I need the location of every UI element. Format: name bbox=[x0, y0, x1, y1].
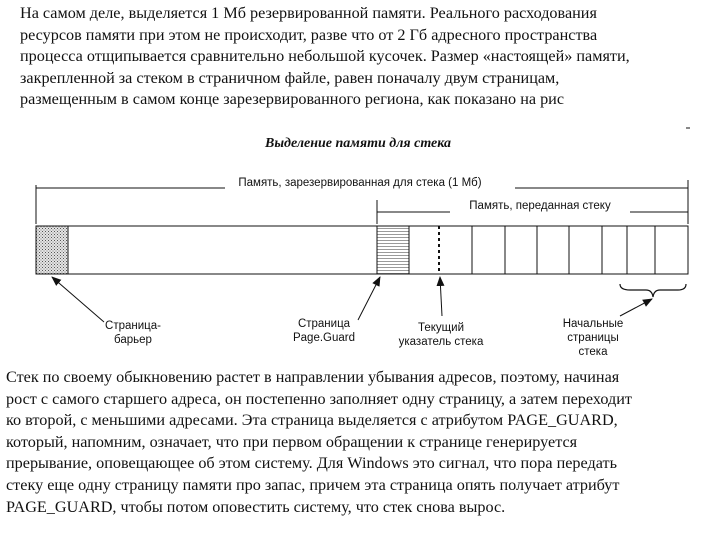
explanation-line: рост с самого старшего адреса, он постепенно заполняет одну страницу, а затем переходит bbox=[6, 389, 632, 408]
intro-line: размещенным в самом конце зарезервированного региона, как показано на рис bbox=[20, 90, 565, 109]
intro-line: На самом деле, выделяется 1 Мб резервированной памяти. Реального расходования bbox=[20, 4, 597, 22]
explanation-line: прерывание, оповещающее об этом систему. Для Windows это сигнал, что пора передать bbox=[6, 454, 617, 473]
initial-label-line1: Начальные bbox=[562, 318, 624, 330]
initial-label-line3: стека bbox=[578, 346, 608, 358]
figure-title: Выделение памяти для стека bbox=[264, 136, 452, 151]
reserved-pages-cell bbox=[68, 226, 377, 274]
guard-arrow bbox=[358, 277, 380, 320]
intro-line: ресурсов памяти при этом не происходит, разве что от 2 Гб адресного пространства bbox=[20, 25, 598, 44]
guard-page-cell bbox=[377, 226, 409, 274]
guard-label-line1: Страница bbox=[297, 318, 351, 330]
intro-line: процесса отщипывается сравнительно небольшой кусочек. Размер «настоящей» памяти, bbox=[20, 47, 630, 66]
barrier-label-line2: барьер bbox=[114, 334, 152, 346]
initial-pages-arrow bbox=[620, 299, 652, 316]
explanation-line: стеку еще одну страницу памяти про запас, причем эта страница опять получает атрибут bbox=[6, 475, 620, 494]
committed-pages-cell bbox=[409, 226, 688, 274]
barrier-page-cell bbox=[36, 226, 68, 274]
explanation-line: ко второй, с меньшими адресами. Эта страница выделяется с атрибутом PAGE_GUARD, bbox=[6, 411, 618, 430]
explanation-paragraph bbox=[6, 367, 632, 518]
pointer-label-line2: указатель стека bbox=[398, 336, 484, 348]
explanation-line: PAGE_GUARD, чтобы потом оповестить систему, что стек снова вырос. bbox=[6, 497, 506, 516]
initial-pages-brace bbox=[620, 284, 686, 297]
barrier-arrow bbox=[52, 277, 104, 322]
intro-line: закрепленной за стеком в страничном файле, равен поначалу двум страницам, bbox=[20, 68, 560, 87]
pointer-label-line1: Текущий bbox=[418, 322, 464, 334]
explanation-line: который, напомним, означает, что при первом обращении к странице генерируется bbox=[6, 432, 578, 451]
reserved-label: Память, зарезервированная для стека (1 Мб) bbox=[238, 177, 482, 189]
barrier-label-line1: Страница- bbox=[105, 320, 161, 332]
guard-label-line2: Page.Guard bbox=[292, 332, 356, 344]
pointer-arrow bbox=[440, 277, 442, 316]
committed-label: Память, переданная стеку bbox=[469, 200, 611, 212]
initial-label-line2: страницы bbox=[567, 332, 619, 344]
explanation-line: Стек по своему обыкновению растет в направлении убывания адресов, поэтому, начиная bbox=[6, 368, 620, 386]
